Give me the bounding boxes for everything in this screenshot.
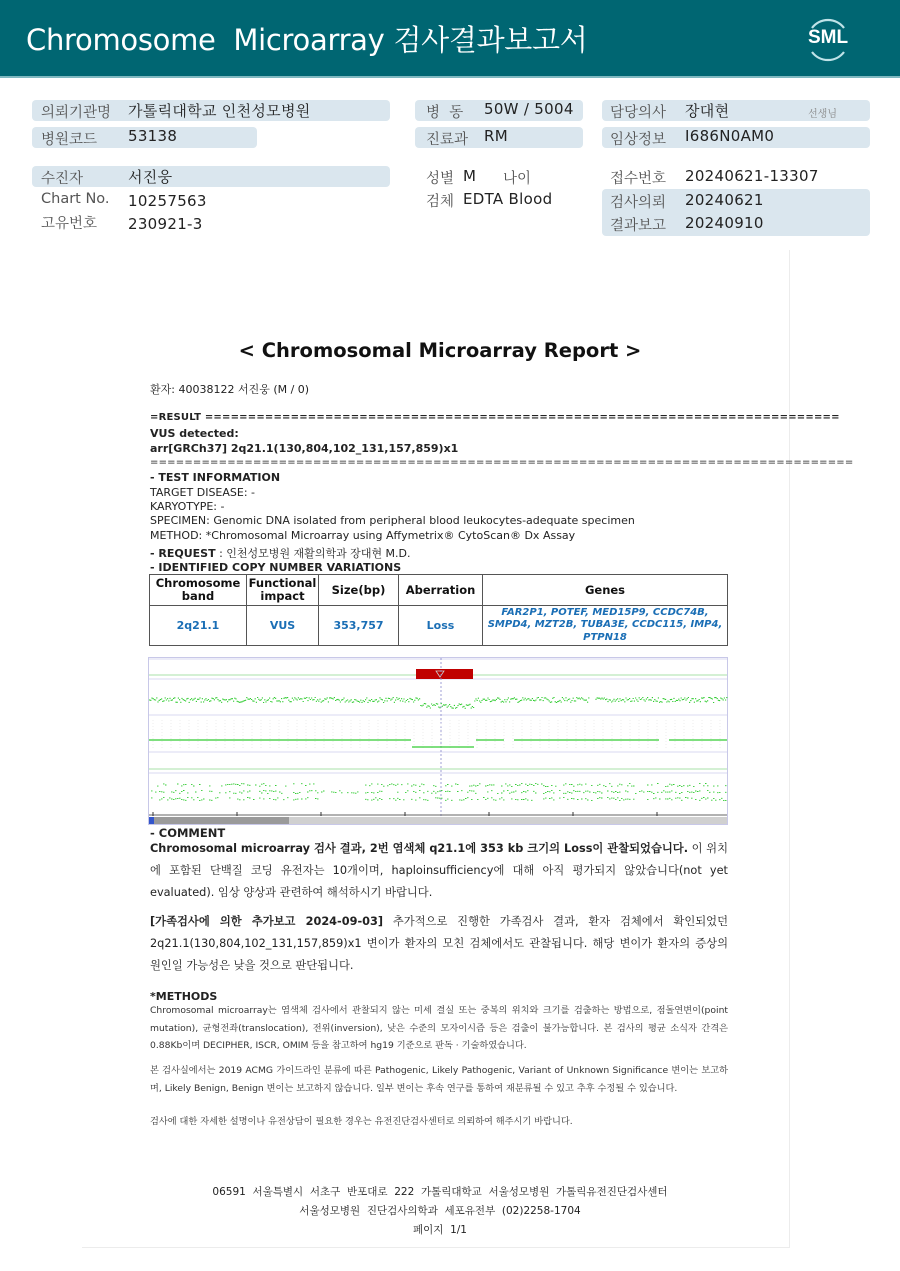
specimen-label: 검체 bbox=[426, 194, 455, 210]
chart-no-label: Chart No. bbox=[41, 191, 110, 207]
vus-detected: VUS detected: bbox=[150, 427, 239, 440]
methods-paragraph-2: 본 검사실에서는 2019 ACMG 가이드라인 분류에 따른 Pathogenic, Likely Pathogenic, Variant of Unknown Significance 변이는 보고하며, Likely Benign, Benign 변이는 보고하지 않습니다. 일부 변이는 후속 연구를 통하여 재분류될 수 있고 추후 수정될 수 있습니다. bbox=[150, 1065, 728, 1094]
hospital-code-label: 병원코드 bbox=[41, 132, 98, 148]
footer-page: 페이지 1/1 bbox=[412, 1224, 467, 1236]
doctor-value: 장대현 bbox=[685, 102, 730, 120]
scrollbar-button bbox=[149, 817, 154, 824]
test-info-header: - TEST INFORMATION bbox=[150, 471, 281, 484]
request-line bbox=[150, 545, 411, 561]
page-title: Chromosome Microarray 검사결과보고서 bbox=[26, 23, 588, 57]
methods-paragraph-3: 검사에 대한 자세한 설명이나 유전상담이 필요한 경우는 유전진단검사센터로 의뢰하여 해주시기 바랍니다. bbox=[150, 1116, 573, 1127]
comment-bold: Chromosomal microarray 검사 결과, 2번 염색체 q21.1에 353 kb 크기의 Loss이 관찰되었습니다. bbox=[150, 842, 688, 855]
clinical-label: 임상정보 bbox=[610, 132, 667, 148]
footer-address: 06591 서울특별시 서초구 반포대로 222 가톨릭대학교 서울성모병원 가톨릭유전진단검사센터 bbox=[212, 1186, 668, 1198]
cnv-header: - IDENTIFIED COPY NUMBER VARIATIONS bbox=[150, 561, 402, 574]
logo-text: SML bbox=[807, 27, 849, 48]
result-header: =RESULT ========================================================================== bbox=[150, 412, 840, 423]
request-date-label: 검사의뢰 bbox=[610, 195, 667, 211]
age-label: 나이 bbox=[503, 171, 532, 187]
sex-value: M bbox=[463, 167, 477, 185]
request-value: : 인천성모병원 재활의학과 장대현 M.D. bbox=[215, 547, 411, 560]
separator-line: ================================================================================== bbox=[150, 457, 854, 468]
patient-row bbox=[32, 166, 390, 187]
unique-no-value: 230921-3 bbox=[128, 215, 203, 233]
col-header-size: Size(bp) bbox=[319, 575, 399, 606]
report-date-value: 20240910 bbox=[685, 214, 764, 232]
karyotype: KARYOTYPE: - bbox=[150, 500, 225, 513]
clinical-value: I686N0AM0 bbox=[685, 127, 775, 145]
institution-value: 가톨릭대학교 인천성모병원 bbox=[128, 102, 311, 120]
table-row bbox=[150, 606, 728, 646]
specimen-value: EDTA Blood bbox=[463, 190, 553, 208]
report-date-label: 결과보고 bbox=[610, 218, 667, 234]
loss-segment bbox=[416, 669, 473, 679]
patient-value: 서진웅 bbox=[128, 168, 173, 186]
sml-logo bbox=[800, 10, 856, 68]
col-header-band: Chromosome band bbox=[150, 575, 247, 606]
sex-label: 성별 bbox=[426, 171, 455, 187]
cell-aberration: Loss bbox=[399, 606, 483, 646]
department-value: RM bbox=[484, 127, 508, 145]
col-header-impact: Functional impact bbox=[247, 575, 319, 606]
allele-peaks-points bbox=[151, 784, 727, 801]
footer-department: 서울성모병원 진단검사의학과 세포유전부 (02)2258-1704 bbox=[299, 1205, 581, 1217]
table-header-row bbox=[150, 575, 728, 606]
hospital-code-value: 53138 bbox=[128, 127, 178, 145]
col-header-genes: Genes bbox=[483, 575, 728, 606]
doctor-suffix: 선생님 bbox=[808, 109, 837, 120]
doctor-label: 담당의사 bbox=[610, 105, 667, 121]
microarray-plot bbox=[148, 657, 728, 825]
comment-header: - COMMENT bbox=[150, 826, 226, 840]
arr-notation: arr[GRCh37] 2q21.1(130,804,102_131,157,859)x1 bbox=[150, 442, 459, 455]
specimen-line: SPECIMEN: Genomic DNA isolated from peripheral blood leukocytes-adequate specimen bbox=[150, 514, 635, 527]
log2-ratio-points bbox=[149, 698, 727, 709]
cell-size: 353,757 bbox=[319, 606, 399, 646]
request-label: - REQUEST bbox=[150, 547, 216, 560]
report-header bbox=[0, 0, 900, 78]
report-title: < Chromosomal Microarray Report > bbox=[238, 339, 642, 362]
chart-no-value: 10257563 bbox=[128, 192, 207, 210]
receipt-value: 20240621-13307 bbox=[685, 167, 819, 185]
addendum-rest: 추가적으로 진행한 가족검사 결과, 환자 검체에서 확인되었던 2q21.1(130,804,102_131,157,859)x1 변이가 환자의 모친 검체에서도 관찰됩니다. 해당 변이가 환자의 증상의 원인일 가능성은 낮을 것으로 판단됩니다. bbox=[150, 915, 728, 972]
comment-text bbox=[150, 838, 728, 904]
cell-impact: VUS bbox=[247, 606, 319, 646]
methods-paragraph-1: Chromosomal microarray는 염색체 검사에서 관찰되지 않는 미세 결실 또는 중복의 위치와 크기를 검출하는 방법으로, 점돌연변이(point mutation), 균형전좌(translocation), 전위(inversion), 낮은 수준의 모자이시즘 등은 검출이 불가능합니다. 본 검사의 평균 소식자 간격은 0.88Kb이며 DECIPHER, ISCR, OMIM 등을 참고하여 hg19 기준으로 판독 · 기술하였습니다. bbox=[150, 1005, 728, 1051]
unique-no-label: 고유번호 bbox=[41, 216, 98, 232]
method-line: METHOD: *Chromosomal Microarray using Affymetrix® CytoScan® Dx Assay bbox=[150, 529, 576, 542]
request-date-value: 20240621 bbox=[685, 191, 764, 209]
addendum-bold: [가족검사에 의한 추가보고 2024-09-03] bbox=[150, 915, 384, 928]
scrollbar-thumb bbox=[149, 817, 289, 824]
department-label: 진료과 bbox=[426, 132, 469, 148]
receipt-label: 접수번호 bbox=[610, 171, 667, 187]
methods-header: *METHODS bbox=[150, 990, 218, 1003]
institution-label: 의뢰기관명 bbox=[41, 105, 112, 121]
microarray-plot-graphic bbox=[149, 658, 727, 824]
cell-band: 2q21.1 bbox=[150, 606, 247, 646]
target-disease: TARGET DISEASE: - bbox=[150, 486, 255, 499]
patient-line: 환자: 40038122 서진웅 (M / 0) bbox=[150, 383, 310, 396]
col-header-aberration: Aberration bbox=[399, 575, 483, 606]
comment-rest: 이 위치에 포함된 단백질 코딩 유전자는 10개이며, haploinsufficiency에 대해 아직 평가되지 않았습니다(not yet evaluated). 임상 양상과 관련하여 해석하시기 바랍니다. bbox=[150, 842, 729, 899]
addendum-text bbox=[150, 911, 728, 977]
ward-value: 50W / 5004 bbox=[484, 100, 574, 118]
patient-label: 수진자 bbox=[41, 171, 84, 187]
cell-genes: FAR2P1, POTEF, MED15P9, CCDC74B, SMPD4, MZT2B, TUBA3E, CCDC115, IMP4, PTPN18 bbox=[483, 606, 728, 646]
cnv-table bbox=[149, 574, 728, 646]
ward-label: 병 동 bbox=[426, 105, 464, 121]
